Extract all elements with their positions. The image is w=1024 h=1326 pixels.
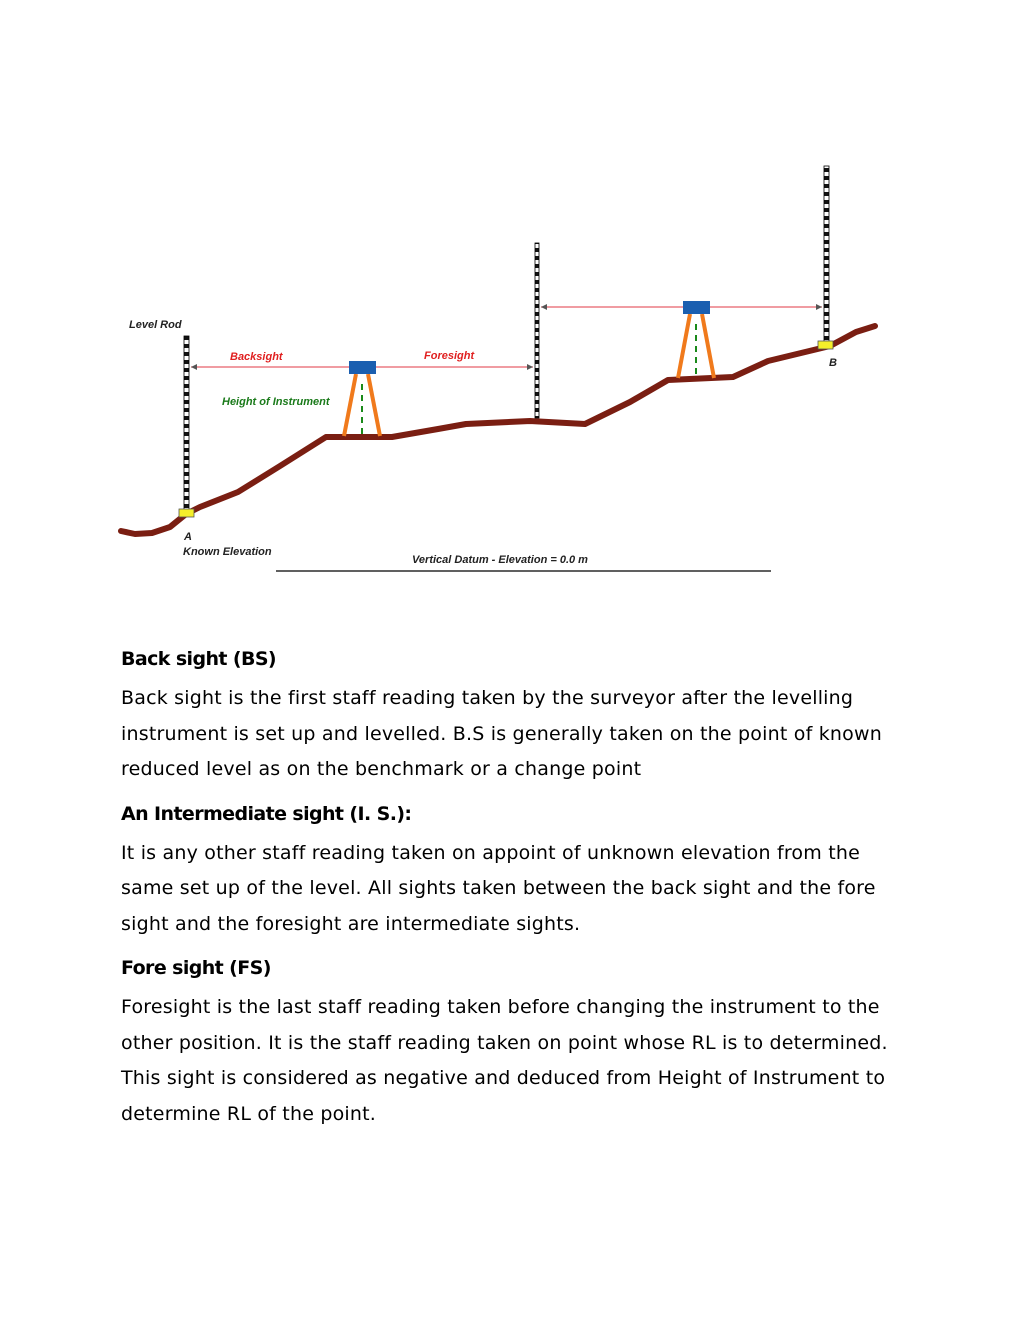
paragraph-line: determine RL of the point. xyxy=(121,1102,377,1125)
foresight-arrow xyxy=(527,364,533,370)
paragraph-line: This sight is considered as negative and deduced from Height of Instrument to xyxy=(121,1067,886,1089)
label-known-elevation: Known Elevation xyxy=(183,546,272,558)
heading-back-sight: Back sight (BS) xyxy=(121,648,276,670)
benchmark-a xyxy=(179,509,194,517)
paragraph-line: reduced level as on the benchmark or a change point xyxy=(121,758,642,780)
heading-fore-sight: Fore sight (FS) xyxy=(121,957,271,979)
paragraph-line: other position. It is the staff reading taken on point whose RL is to determined. xyxy=(121,1031,888,1054)
paragraph-line: Back sight is the first staff reading taken by the surveyor after the levelling xyxy=(121,687,854,709)
heading-intermediate-sight: An Intermediate sight (I. S.): xyxy=(121,802,412,825)
backsight-arrow xyxy=(191,364,197,370)
paragraph-line: sight and the foresight are intermediate sights. xyxy=(121,912,581,935)
level-instrument-1 xyxy=(344,361,380,436)
paragraph-back-sight xyxy=(121,681,921,788)
label-foresight: Foresight xyxy=(424,350,475,362)
level-rod-middle xyxy=(535,243,539,418)
paragraph-line: same set up of the level. All sights taken between the back sight and the fore xyxy=(121,877,876,899)
level-rod-a xyxy=(184,336,189,512)
level-rod-b xyxy=(824,166,829,341)
label-backsight: Backsight xyxy=(230,351,283,363)
paragraph-line: Foresight is the last staff reading taken before changing the instrument to the xyxy=(121,996,880,1018)
text-content xyxy=(121,648,921,1132)
paragraph-intermediate-sight xyxy=(121,836,921,943)
label-point-b: B xyxy=(829,357,837,369)
paragraph-line: instrument is set up and levelled. B.S is generally taken on the point of known xyxy=(121,722,882,745)
benchmark-b xyxy=(818,341,833,349)
label-datum: Vertical Datum - Elevation = 0.0 m xyxy=(412,554,588,566)
sight-line-2-arrow-right xyxy=(816,304,822,310)
level-instrument-2 xyxy=(678,301,714,378)
sight-line-2-arrow-left xyxy=(541,304,547,310)
paragraph-fore-sight xyxy=(121,990,921,1132)
paragraph-line: It is any other staff reading taken on appoint of unknown elevation from the xyxy=(121,841,860,864)
label-level-rod: Level Rod xyxy=(129,319,182,331)
label-height-of-instrument: Height of Instrument xyxy=(222,396,330,408)
label-point-a: A xyxy=(184,531,192,543)
levelling-diagram xyxy=(0,0,1024,600)
